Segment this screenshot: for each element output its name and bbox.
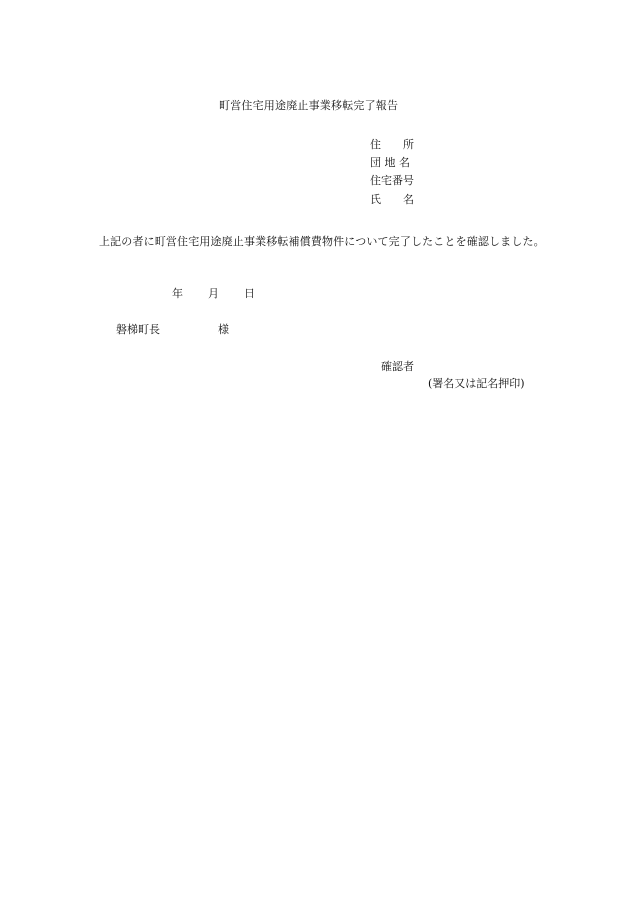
name-label: 氏 名	[370, 193, 414, 206]
honorific: 様	[218, 323, 229, 336]
field-name-label	[370, 194, 414, 205]
signature-note: (署名又は記名押印)	[428, 377, 525, 390]
field-house-number-label	[370, 175, 414, 186]
confirmer-label: 確認者	[381, 360, 414, 373]
field-address-label	[370, 139, 414, 150]
address-label: 住 所	[370, 138, 414, 151]
complex-name-label: 団 地 名	[370, 156, 410, 169]
date-month-label: 月	[208, 287, 219, 300]
addressee: 磐梯町長	[116, 323, 160, 336]
field-complex-name-label	[370, 157, 410, 168]
confirmation-text: 上記の者に町営住宅用途廃止事業移転補償費物件について完了したことを確認しました。	[99, 235, 545, 248]
house-number-label: 住宅番号	[370, 174, 414, 187]
date-year-label: 年	[172, 287, 183, 300]
date-day-label: 日	[244, 287, 255, 300]
document-title: 町営住宅用途廃止事業移転完了報告	[219, 99, 399, 112]
